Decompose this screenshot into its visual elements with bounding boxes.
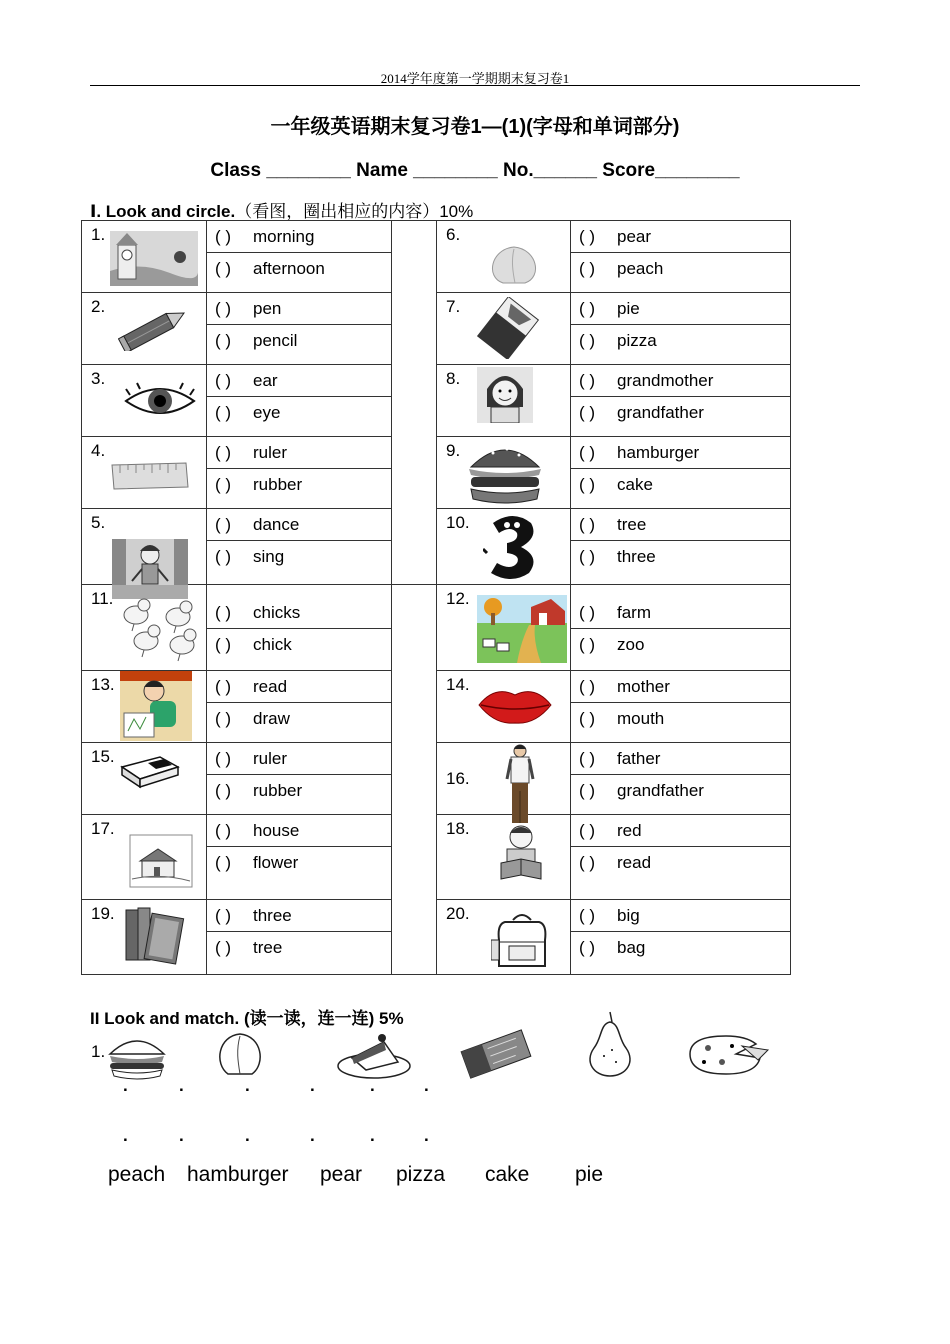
question-number: 13. — [91, 675, 115, 694]
house-icon — [126, 833, 196, 889]
question-number: 5. — [91, 513, 106, 532]
hamburger-icon — [465, 439, 545, 507]
option-choice[interactable]: ( ) pizza — [571, 324, 790, 356]
option-choice[interactable]: ( ) rubber — [207, 468, 391, 500]
question-cell — [82, 743, 207, 815]
option-choice[interactable]: ( ) hamburger — [579, 443, 700, 462]
option-choice[interactable]: ( ) tree — [579, 515, 647, 534]
table-row — [82, 293, 791, 365]
match-word: pizza — [396, 1163, 446, 1186]
option-choice[interactable]: ( ) zoo — [571, 628, 790, 660]
question-cell — [437, 293, 571, 365]
options-cell — [207, 743, 392, 815]
options-cell — [571, 221, 791, 293]
pie-icon — [475, 297, 541, 359]
options-cell — [207, 437, 392, 509]
question-number: 10. — [446, 513, 470, 532]
options-cell — [571, 585, 791, 671]
match-dot-top[interactable]: . — [424, 1076, 429, 1095]
options-cell — [207, 671, 392, 743]
table-row — [82, 743, 791, 815]
option-choice[interactable]: ( ) grandfather — [571, 396, 790, 428]
option-choice[interactable]: ( ) bag — [571, 931, 790, 963]
option-choice[interactable]: ( ) read — [571, 846, 790, 878]
option-choice[interactable]: ( ) chicks — [215, 603, 301, 622]
peach-icon — [485, 243, 543, 287]
options-cell — [571, 743, 791, 815]
options-cell — [207, 221, 392, 293]
question-number: 7. — [446, 297, 461, 316]
pencil-icon — [118, 307, 190, 351]
question-number: 15. — [91, 747, 115, 766]
option-choice[interactable]: ( ) chick — [207, 628, 391, 660]
lips-icon — [477, 683, 553, 727]
books-icon — [122, 904, 186, 968]
option-choice[interactable]: ( ) father — [579, 749, 661, 768]
question-number: 1. — [91, 225, 106, 244]
spacer-cell — [392, 221, 437, 585]
question-number: 2. — [91, 297, 106, 316]
option-choice[interactable]: ( ) peach — [571, 252, 790, 284]
section1-heading — [90, 197, 473, 222]
options-cell — [571, 509, 791, 585]
option-choice[interactable]: ( ) mother — [579, 677, 670, 696]
question-number: 4. — [91, 441, 106, 460]
question-number: 3. — [91, 369, 106, 388]
option-choice[interactable]: ( ) afternoon — [207, 252, 391, 284]
question-number: 20. — [446, 904, 470, 923]
options-cell — [207, 585, 392, 671]
drawing-boy-icon — [120, 671, 192, 741]
question-cell — [82, 365, 207, 437]
option-choice[interactable]: ( ) house — [215, 821, 300, 840]
question-cell — [82, 671, 207, 743]
pie-icon — [460, 1028, 532, 1080]
question-cell — [437, 815, 571, 900]
option-choice[interactable]: ( ) pear — [579, 227, 652, 246]
farm-icon — [477, 595, 567, 663]
question-cell — [82, 437, 207, 509]
match-dot-top[interactable]: . — [310, 1076, 315, 1095]
option-choice[interactable]: ( ) grandfather — [571, 774, 790, 806]
section1-heading-bold: Ⅰ. Look and circle. — [90, 202, 236, 221]
question-cell — [437, 743, 571, 815]
options-cell — [207, 815, 392, 900]
chicks-icon — [122, 595, 206, 665]
option-choice[interactable]: ( ) grandmother — [579, 371, 714, 390]
option-choice[interactable]: ( ) dance — [215, 515, 300, 534]
table-row — [82, 900, 791, 975]
match-dot-bottom[interactable]: . — [179, 1126, 184, 1145]
options-cell — [571, 293, 791, 365]
question-number: 17. — [91, 819, 115, 838]
student-info-line: Class ________ Name ________ No.______ Score________ — [210, 160, 740, 181]
match-dot-top[interactable]: . — [245, 1076, 250, 1095]
options-cell — [207, 509, 392, 585]
option-choice[interactable]: ( ) morning — [215, 227, 315, 246]
backpack-icon — [491, 910, 553, 970]
question-cell — [437, 221, 571, 293]
header-divider — [90, 85, 860, 86]
options-cell — [207, 900, 392, 975]
option-choice[interactable]: ( ) eye — [207, 396, 391, 428]
number-three-icon — [483, 513, 541, 583]
page-title: 一年级英语期末复习卷1—(1)(字母和单词部分) — [270, 116, 680, 138]
look-and-circle-table — [81, 220, 791, 975]
match-dot-bottom[interactable]: . — [370, 1126, 375, 1145]
options-cell — [207, 293, 392, 365]
question-number: 9. — [446, 441, 461, 460]
section2-heading: II Look and match. (读一读，连一连) 5% — [90, 1009, 404, 1028]
question-cell — [437, 437, 571, 509]
question-cell — [82, 509, 207, 585]
question-cell — [437, 900, 571, 975]
question-number: 6. — [446, 225, 461, 244]
question-number: 8. — [446, 369, 461, 388]
spacer-cell — [392, 585, 437, 975]
reading-boy-icon — [495, 823, 549, 885]
option-choice[interactable]: ( ) ruler — [215, 749, 288, 768]
question-number: 16. — [446, 769, 470, 788]
question-number: 12. — [446, 589, 470, 608]
option-choice[interactable]: ( ) ear — [215, 371, 278, 390]
eye-icon — [122, 381, 198, 421]
option-choice[interactable]: ( ) three — [571, 540, 790, 572]
table-row — [82, 671, 791, 743]
question-cell — [82, 293, 207, 365]
match-word: pie — [575, 1163, 604, 1186]
table-row — [82, 585, 791, 671]
table-row — [82, 815, 791, 900]
question-cell — [437, 671, 571, 743]
pizza-icon — [686, 1032, 772, 1078]
question-cell — [437, 509, 571, 585]
option-choice[interactable]: ( ) rubber — [207, 774, 391, 806]
match-word: hamburger — [187, 1163, 289, 1186]
options-cell — [571, 365, 791, 437]
options-cell — [571, 437, 791, 509]
match-dot-top[interactable]: . — [370, 1076, 375, 1095]
section1-heading-rest: （看图，圈出相应的内容）10% — [235, 202, 474, 221]
options-cell — [571, 900, 791, 975]
question-number: 14. — [446, 675, 470, 694]
match-dot-bottom[interactable]: . — [123, 1126, 128, 1145]
options-cell — [571, 815, 791, 900]
question-number: 19. — [91, 904, 115, 923]
table-row — [82, 365, 791, 437]
match-item-number: 1. — [91, 1042, 106, 1061]
page-header: 2014学年度第一学期期末复习卷1 — [380, 71, 570, 86]
table-row — [82, 509, 791, 585]
question-cell — [82, 585, 207, 671]
clock-tower-icon — [110, 231, 198, 286]
match-word: cake — [485, 1163, 530, 1186]
match-word: pear — [320, 1163, 363, 1186]
question-number: 11. — [91, 589, 114, 608]
option-choice[interactable]: ( ) pie — [579, 299, 640, 318]
question-cell — [82, 221, 207, 293]
option-choice[interactable]: ( ) read — [215, 677, 288, 696]
options-cell — [207, 365, 392, 437]
question-number: 18. — [446, 819, 470, 838]
match-dot-bottom[interactable]: . — [310, 1126, 315, 1145]
match-dot-top[interactable]: . — [179, 1076, 184, 1095]
option-choice[interactable]: ( ) pen — [215, 299, 282, 318]
option-choice[interactable]: ( ) mouth — [571, 702, 790, 734]
option-choice[interactable]: ( ) tree — [207, 931, 391, 963]
option-choice[interactable]: ( ) cake — [571, 468, 790, 500]
match-dot-bottom[interactable]: . — [245, 1126, 250, 1145]
option-choice[interactable]: ( ) three — [215, 906, 292, 925]
peach-icon — [212, 1030, 268, 1082]
hamburger-icon — [106, 1034, 168, 1080]
grandmother-icon — [477, 367, 533, 423]
question-cell — [82, 815, 207, 900]
match-word: peach — [108, 1163, 166, 1186]
cake-icon — [336, 1028, 414, 1082]
option-choice[interactable]: ( ) red — [579, 821, 642, 840]
eraser-icon — [118, 751, 182, 791]
ruler-icon — [110, 459, 190, 493]
option-choice[interactable]: ( ) ruler — [215, 443, 288, 462]
table-row — [82, 437, 791, 509]
question-cell — [437, 585, 571, 671]
table-row — [82, 221, 791, 293]
question-cell — [82, 900, 207, 975]
options-cell — [571, 671, 791, 743]
question-cell — [437, 365, 571, 437]
option-choice[interactable]: ( ) farm — [579, 603, 651, 622]
match-dot-bottom[interactable]: . — [424, 1126, 429, 1145]
option-choice[interactable]: ( ) flower — [207, 846, 391, 878]
option-choice[interactable]: ( ) big — [579, 906, 640, 925]
pear-icon — [582, 1010, 638, 1078]
option-choice[interactable]: ( ) sing — [207, 540, 391, 572]
option-choice[interactable]: ( ) pencil — [207, 324, 391, 356]
match-dot-top[interactable]: . — [123, 1076, 128, 1095]
option-choice[interactable]: ( ) draw — [207, 702, 391, 734]
